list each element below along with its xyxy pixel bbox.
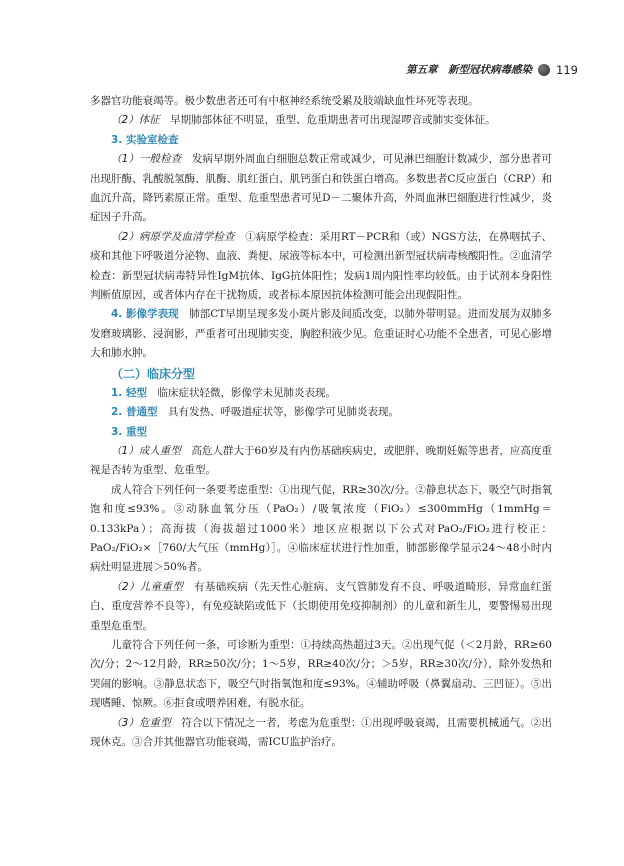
- paragraph-text: 肺部CT早期呈现多发小斑片影及间质改变，以肺外带明显。进而发展为双肺多发磨玻璃影、浸润影，严重者可出现肺实变，胸腔积液少见。危重证时心功能不全患者，可见心影增大和肺水肿。: [90, 308, 552, 360]
- section-heading: 4. 影像学表现: [111, 308, 179, 321]
- paragraph: [90, 714, 552, 753]
- paragraph: [90, 442, 552, 481]
- paragraph-text: 临床症状轻微，影像学未见肺炎表现。: [146, 386, 336, 399]
- paragraph: [90, 228, 552, 306]
- paragraph-text: 高危人群大于60岁及有内伤基础疾病史，或肥胖、晚期妊娠等患者，应高度重视是否转为重型、危重型。: [90, 444, 552, 477]
- paragraph-text: 有基础疾病（先天性心脏病、支气管肺发育不良、呼吸道畸形、异常血红蛋白、重度营养不良等），有免疫缺陷或低下（长期使用免疫抑制剂）的儿童和新生儿，要警惕易出现重型危重型。: [90, 580, 552, 632]
- chapter-title: 第五章 新型冠状病毒感染: [406, 64, 533, 76]
- running-header: [406, 62, 578, 77]
- section-heading: 3. 实验室检查: [111, 133, 179, 146]
- subsection-label: （2）儿童重型: [111, 580, 184, 593]
- paragraph: 成人符合下列任何一条要考虑重型：①出现气促，RR≥30次/分。②静息状态下，吸空气时指氧饱和度≤93%。③动脉血氧分压（PaO₂）/吸氧浓度（FiO₂）≤300mmHg（1mmHg＝0.133kPa）；高海拔（海拔超过1000米）地区应根据以下公式对PaO₂/FiO₂进行校正：PaO₂/FiO₂×［760/大气压（mmHg）］。④临床症状进行性加重，肺部影像学显示24～48小时内病灶明显进展＞50%者。: [90, 483, 552, 574]
- subsection-label: （3）危重型: [111, 716, 171, 729]
- paragraph-text: 具有发热、呼吸道症状等，影像学可见肺炎表现。: [157, 406, 399, 419]
- subsection-label: （1）成人重型: [111, 444, 181, 457]
- paragraph-text: 发病早期外周血白细胞总数正常或减少，可见淋巴细胞计数减少，部分患者可出现肝酶、乳酸脱氢酶、肌酶、肌红蛋白、肌钙蛋白和铁蛋白增高。多数患者C反应蛋白（CRP）和血沉升高，降钙素原正常。重型、危重型患者可见D－二聚体升高，外周血淋巴细胞进行性减少，炎症因子升高。: [90, 153, 553, 224]
- page-number: 119: [556, 62, 578, 77]
- section-heading: 3. 重型: [111, 425, 147, 438]
- paragraph-text: 符合以下情况之一者，考虑为危重型：①出现呼吸衰竭，且需要机械通气。②出现休克。③合并其他器官功能衰竭，需ICU监护治疗。: [90, 716, 553, 748]
- paragraph: [90, 150, 552, 228]
- page-body: [90, 92, 552, 752]
- globe-icon: [538, 64, 550, 76]
- paragraph-text: 早期肺部体征不明显，重型、危重期患者可出现湿啰音或肺实变体征。: [159, 114, 496, 127]
- subsection-label: （1）一般检查: [111, 153, 182, 166]
- section-heading: 1. 轻型: [111, 386, 147, 399]
- paragraph: [90, 384, 552, 403]
- paragraph-text: ①病原学检查：采用RT－PCR和（或）NGS方法，在鼻咽拭子、痰和其他下呼吸道分泌物、血液、粪便、尿液等标本中，可检测出新型冠状病毒核酸阳性。②血清学检查：新型冠状病毒特异性IgM抗体、IgG抗体阳性；发病1周内阳性率均较低。由于试剂本身阳性判断值原因，或者体内存在干扰物质，或者标本原因抗体检测可能会出现假阳性。: [90, 230, 552, 302]
- paragraph: 多器官功能衰竭等。极少数患者还可有中枢神经系统受累及肢端缺血性坏死等表现。: [90, 95, 479, 107]
- section-heading: 2. 普通型: [111, 406, 158, 419]
- paragraph: [90, 403, 552, 422]
- paragraph: 儿童符合下列任何一条，可诊断为重型：①持续高热超过3天。②出现气促（＜2月龄，RR≥60次/分；2～12月龄，RR≥50次/分；1～5岁，RR≥40次/分；＞5岁，RR≥30次/分），除外发热和哭闹的影响。③静息状态下，吸空气时指氧饱和度≤93%。④辅助呼吸（鼻翼扇动、三凹征）。⑤出现嗜睡、惊厥。⑥拒食或喂养困难，有脱水征。: [90, 638, 552, 710]
- subsection-label: （2）病原学及血清学检查: [111, 230, 235, 243]
- paragraph: [90, 305, 552, 363]
- paragraph: [90, 578, 552, 636]
- chapter-section-heading: （二）临床分型: [111, 366, 196, 381]
- subsection-label: （2）体征: [111, 114, 160, 127]
- paragraph: [90, 111, 552, 130]
